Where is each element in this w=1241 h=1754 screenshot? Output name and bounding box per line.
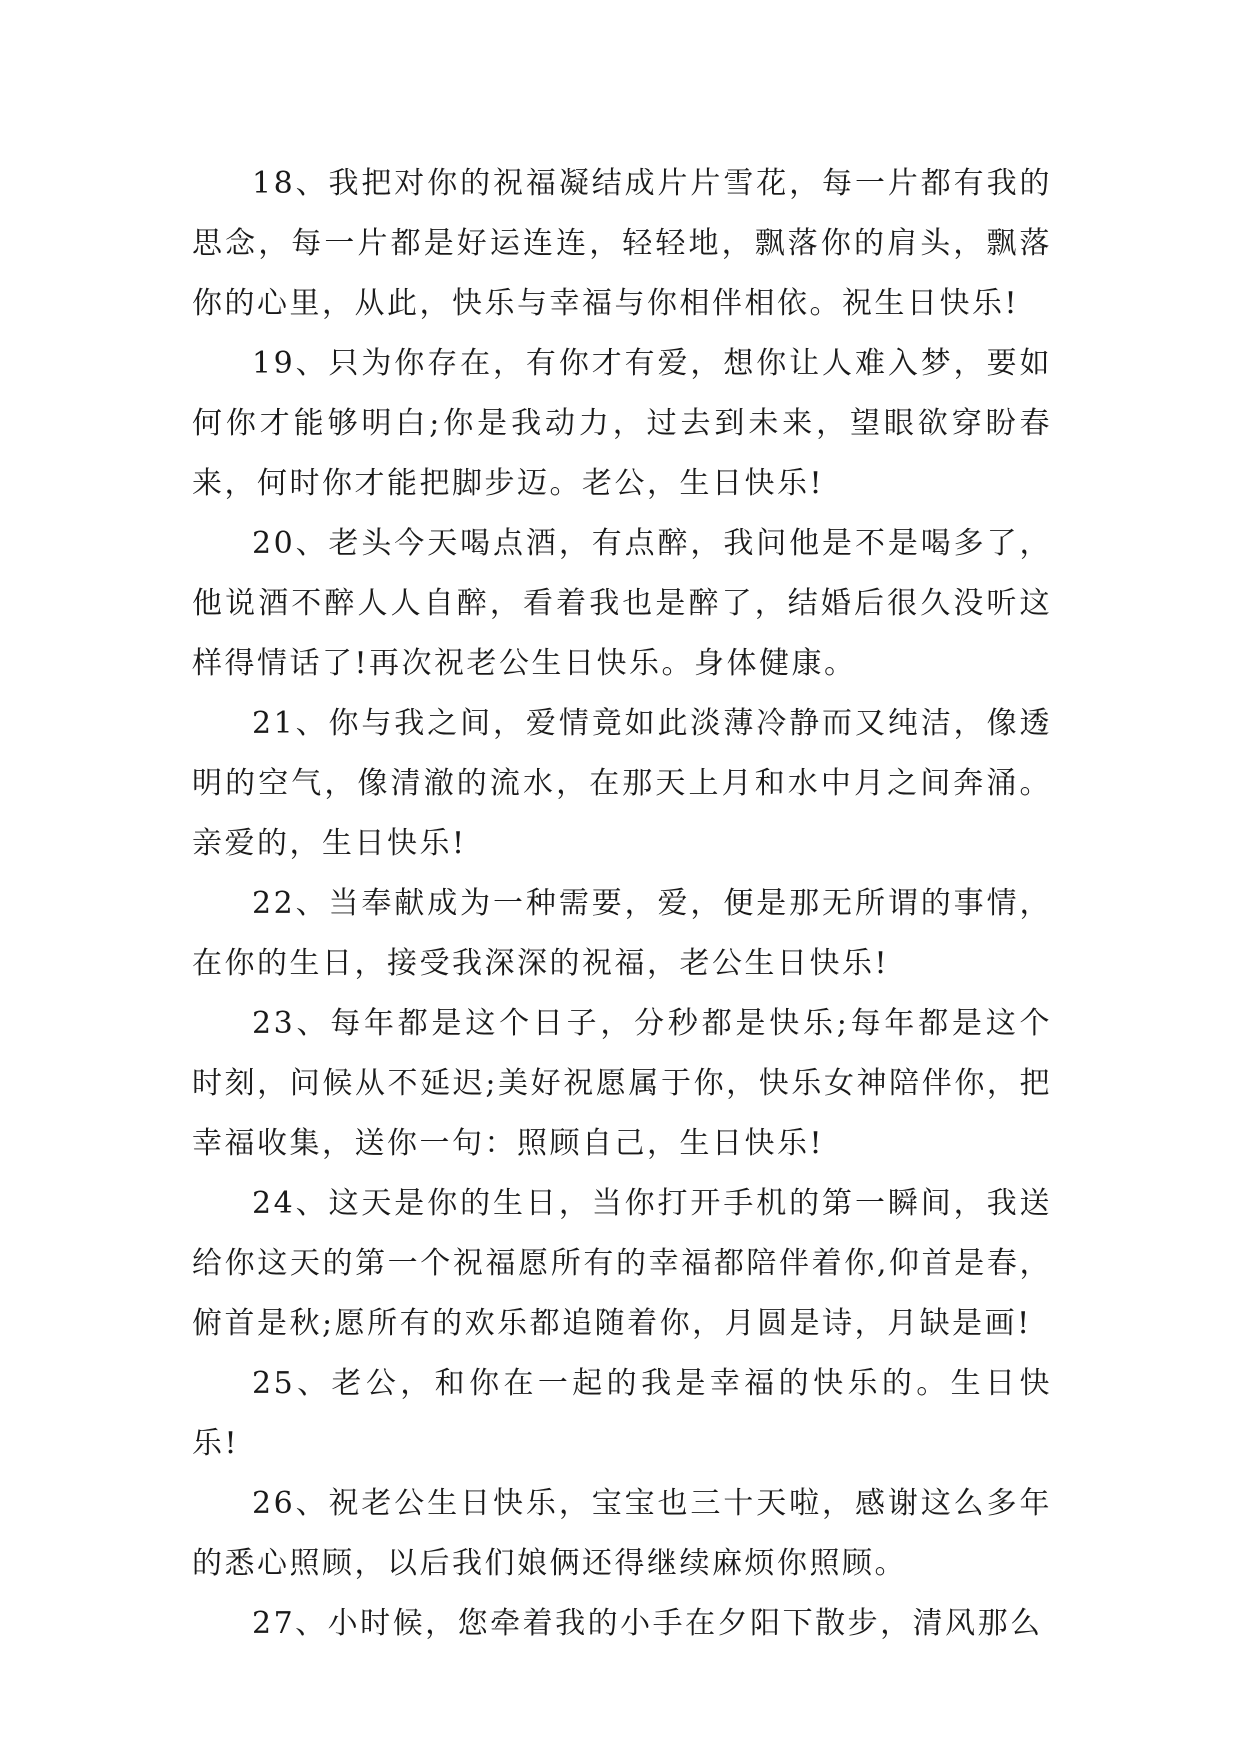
paragraph-20: 20、老头今天喝点酒，有点醉，我问他是不是喝多了，他说酒不醉人人自醉，看着我也是醉了，结婚后很久没听这样得情话了!再次祝老公生日快乐。身体健康。 <box>192 526 1052 681</box>
paragraph-26: 26、祝老公生日快乐，宝宝也三十天啦，感谢这么多年的悉心照顾，以后我们娘俩还得继续麻烦你照顾。 <box>192 1486 1052 1581</box>
paragraph-23: 23、每年都是这个日子，分秒都是快乐;每年都是这个时刻，问候从不延迟;美好祝愿属于你，快乐女神陪伴你，把幸福收集，送你一句：照顾自己，生日快乐! <box>192 1006 1052 1161</box>
paragraph-24: 24、这天是你的生日，当你打开手机的第一瞬间，我送给你这天的第一个祝福愿所有的幸福都陪伴着你,仰首是春，俯首是秋;愿所有的欢乐都追随着你，月圆是诗，月缺是画! <box>192 1186 1052 1341</box>
paragraph-25: 25、老公，和你在一起的我是幸福的快乐的。生日快乐! <box>192 1366 1052 1461</box>
paragraph-27: 27、小时候，您牵着我的小手在夕阳下散步，清风那么 <box>252 1606 1043 1641</box>
paragraph-18: 18、我把对你的祝福凝结成片片雪花，每一片都有我的思念，每一片都是好运连连，轻轻地，飘落你的肩头，飘落你的心里，从此，快乐与幸福与你相伴相依。祝生日快乐! <box>192 166 1052 321</box>
paragraph-19: 19、只为你存在，有你才有爱，想你让人难入梦，要如何你才能够明白;你是我动力，过去到未来，望眼欲穿盼春来，何时你才能把脚步迈。老公，生日快乐! <box>192 346 1052 501</box>
paragraph-21: 21、你与我之间，爱情竟如此淡薄冷静而又纯洁，像透明的空气，像清澈的流水，在那天上月和水中月之间奔涌。亲爱的，生日快乐! <box>192 706 1052 861</box>
paragraph-22: 22、当奉献成为一种需要，爱，便是那无所谓的事情，在你的生日，接受我深深的祝福，老公生日快乐! <box>192 886 1052 981</box>
document-body <box>192 154 1052 1654</box>
